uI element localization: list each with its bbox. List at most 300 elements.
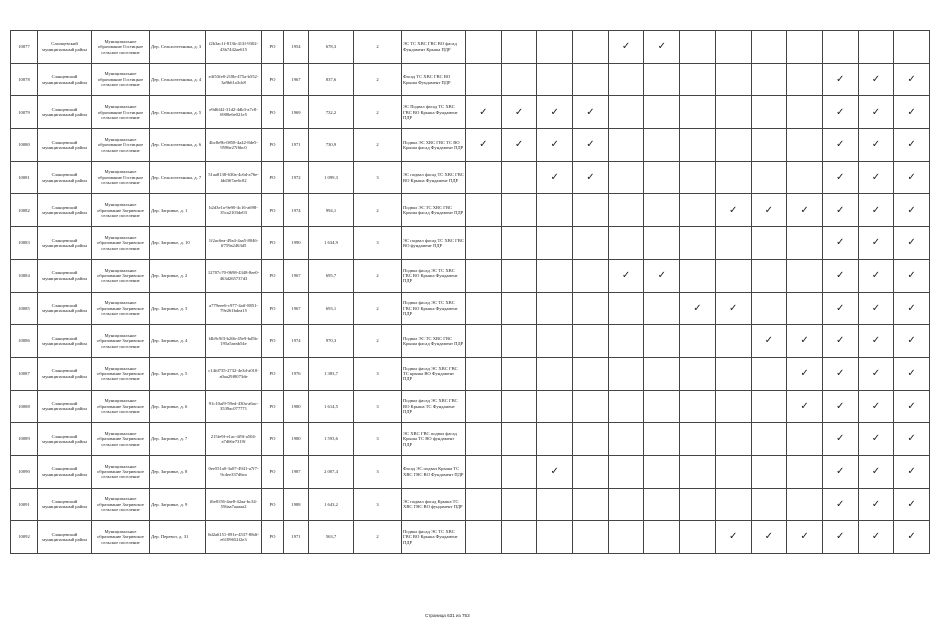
check-cell [644, 161, 680, 194]
guid-cell: 91c10af9-59ed-430a-a6ac-3539ac077771 [206, 390, 262, 423]
check-cell [787, 259, 823, 292]
type-cell: РО [262, 292, 284, 325]
check-cell [715, 488, 751, 521]
row-id-cell: 10077 [11, 31, 38, 64]
check-cell: ✓ [822, 259, 858, 292]
address-cell: Дер. Сельхозтехника, д. 3 [150, 31, 206, 64]
table-row [11, 194, 930, 227]
check-cell [537, 357, 573, 390]
year-cell: 1974 [284, 194, 309, 227]
guid-cell: 1f2ac6ea-49a4-4aa5-8046-ff759a2463d5 [206, 227, 262, 260]
check-cell [751, 129, 787, 162]
check-cell [501, 455, 537, 488]
check-cell: ✓ [858, 292, 894, 325]
district-cell: Сланцевский муниципальный район [38, 194, 92, 227]
area-cell: 1 593,6 [309, 423, 354, 456]
check-cell: ✓ [751, 325, 787, 358]
table-row [11, 292, 930, 325]
floors-cell: 2 [354, 292, 402, 325]
floors-cell: 2 [354, 96, 402, 129]
check-cell: ✓ [822, 194, 858, 227]
municipality-cell: Муниципальное образование Загривское сельское поселение [92, 357, 150, 390]
municipality-cell: Муниципальное образование Загривское сельское поселение [92, 292, 150, 325]
check-cell: ✓ [573, 96, 609, 129]
area-cell: 678,3 [309, 31, 354, 64]
type-cell: РО [262, 390, 284, 423]
check-cell: ✓ [537, 455, 573, 488]
check-cell [501, 488, 537, 521]
check-cell: ✓ [787, 521, 823, 554]
district-cell: Сланцевский муниципальный район [38, 63, 92, 96]
check-cell [751, 357, 787, 390]
municipality-cell: Муниципальное образование Гостицкое сельское поселение [92, 129, 150, 162]
check-cell [787, 96, 823, 129]
municipality-cell: Муниципальное образование Гостицкое сельское поселение [92, 31, 150, 64]
check-cell: ✓ [537, 96, 573, 129]
address-cell: Дер. Загривье, д. 8 [150, 455, 206, 488]
address-cell: Дер. Загривье, д. 6 [150, 390, 206, 423]
check-cell [537, 63, 573, 96]
works-cell: ЭС Подвал фасад ТС ХВС ГВС ВО Крыша Фундамент ПДР [402, 96, 466, 129]
check-cell [751, 488, 787, 521]
type-cell: РО [262, 63, 284, 96]
check-cell [537, 488, 573, 521]
type-cell: РО [262, 423, 284, 456]
check-cell: ✓ [858, 325, 894, 358]
row-id-cell: 10082 [11, 194, 38, 227]
guid-cell: 0ee551a0-3a07-4941-a7f7-9c4ee337d6ea [206, 455, 262, 488]
check-cell [501, 259, 537, 292]
check-cell [751, 63, 787, 96]
year-cell: 1971 [284, 521, 309, 554]
guid-cell: 4bc8e9b-0858-4a42-8de5-9596e27f6bc0 [206, 129, 262, 162]
check-cell: ✓ [894, 63, 930, 96]
check-cell [573, 227, 609, 260]
row-id-cell: 10088 [11, 390, 38, 423]
check-cell [644, 325, 680, 358]
check-cell: ✓ [715, 292, 751, 325]
year-cell: 1967 [284, 292, 309, 325]
check-cell [466, 325, 502, 358]
check-cell: ✓ [608, 259, 644, 292]
check-cell: ✓ [858, 423, 894, 456]
address-cell: Дер. Загривье, д. 7 [150, 423, 206, 456]
district-cell: Сланцевский муниципальный район [38, 292, 92, 325]
guid-cell: 215fe9f-e1ac-4f9f-a504-a7d66e7319f [206, 423, 262, 456]
check-cell [608, 455, 644, 488]
row-id-cell: 10080 [11, 129, 38, 162]
check-cell: ✓ [858, 96, 894, 129]
check-cell [501, 423, 537, 456]
works-cell: ЭС ХВС ГВС подвал фасад Крыша ТС ВО фундамент ПДР [402, 423, 466, 456]
area-cell: 1 099,3 [309, 161, 354, 194]
check-cell [608, 357, 644, 390]
check-cell [501, 390, 537, 423]
year-cell: 1974 [284, 325, 309, 358]
year-cell: 1980 [284, 390, 309, 423]
row-id-cell: 10084 [11, 259, 38, 292]
check-cell [644, 63, 680, 96]
address-cell: Дер. Загривье, д. 9 [150, 488, 206, 521]
year-cell: 1987 [284, 455, 309, 488]
check-cell [680, 259, 716, 292]
municipality-cell: Муниципальное образование Загривское сельское поселение [92, 194, 150, 227]
floors-cell: 3 [354, 455, 402, 488]
guid-cell: e9d6f42-31d2-4db3-a7c8-6908e6e021e5 [206, 96, 262, 129]
check-cell [573, 357, 609, 390]
check-cell [466, 194, 502, 227]
check-cell: ✓ [573, 129, 609, 162]
year-cell: 1980 [284, 423, 309, 456]
check-cell [644, 357, 680, 390]
type-cell: РО [262, 488, 284, 521]
type-cell: РО [262, 227, 284, 260]
area-cell: 2 007,4 [309, 455, 354, 488]
check-cell [715, 96, 751, 129]
check-cell [680, 129, 716, 162]
district-cell: Сланцевский муниципальный район [38, 259, 92, 292]
area-cell: 837,6 [309, 63, 354, 96]
check-cell: ✓ [858, 227, 894, 260]
works-cell: Подвал фасад ЭС ТС ХВС ГВС ВО Крыша Фундамент ПДР [402, 259, 466, 292]
works-cell: Подвал ЭС ТС ХВС ГВС Крыша фасад Фундамент ПДР [402, 194, 466, 227]
check-cell [715, 259, 751, 292]
guid-cell: 12707c70-0698-4348-8ee0-463d265737d3 [206, 259, 262, 292]
table-row [11, 129, 930, 162]
check-cell: ✓ [894, 357, 930, 390]
district-cell: Сланцевский муниципальный район [38, 521, 92, 554]
check-cell [680, 63, 716, 96]
check-cell [573, 455, 609, 488]
address-cell: Дер. Загривье, д. 1 [150, 194, 206, 227]
check-cell: ✓ [894, 129, 930, 162]
check-cell: ✓ [501, 96, 537, 129]
check-cell [680, 423, 716, 456]
check-cell: ✓ [751, 194, 787, 227]
check-cell [644, 521, 680, 554]
works-cell: ЭС подвал фасад ТС ХВС ГВС ВО фундамент ПДР [402, 227, 466, 260]
guid-cell: a779eee6-c977-4aff-8851-79e261bdea15 [206, 292, 262, 325]
check-cell [715, 31, 751, 64]
type-cell: РО [262, 259, 284, 292]
row-id-cell: 10085 [11, 292, 38, 325]
year-cell: 1972 [284, 161, 309, 194]
check-cell: ✓ [858, 455, 894, 488]
check-cell [608, 161, 644, 194]
check-cell [644, 129, 680, 162]
check-cell: ✓ [894, 390, 930, 423]
check-cell [466, 227, 502, 260]
check-cell: ✓ [751, 521, 787, 554]
district-cell: Сланцевский муниципальный район [38, 161, 92, 194]
check-cell [608, 292, 644, 325]
table-row [11, 259, 930, 292]
works-cell: Подвал фасад ЭС ТС ХВС ГВС ВО Крыша Фундамент ПДР [402, 521, 466, 554]
check-cell [608, 423, 644, 456]
check-cell [787, 488, 823, 521]
check-cell [751, 455, 787, 488]
check-cell [680, 521, 716, 554]
municipality-cell: Муниципальное образование Загривское сельское поселение [92, 455, 150, 488]
check-cell [466, 488, 502, 521]
check-cell: ✓ [894, 96, 930, 129]
check-cell [644, 423, 680, 456]
check-cell: ✓ [822, 63, 858, 96]
type-cell: РО [262, 129, 284, 162]
municipality-cell: Муниципальное образование Загривское сельское поселение [92, 325, 150, 358]
check-cell [715, 63, 751, 96]
works-cell: Подвал ЭС ХВС ГВС ТС ВО Крыша фасад Фундамент ПДР [402, 129, 466, 162]
check-cell [466, 521, 502, 554]
district-cell: Сланцевский муниципальный район [38, 325, 92, 358]
check-cell [680, 194, 716, 227]
table-row [11, 455, 930, 488]
guid-cell: f6e8156-4ae8-42aa-bc34-556aa7aaaaa2 [206, 488, 262, 521]
check-cell [608, 63, 644, 96]
check-cell: ✓ [858, 521, 894, 554]
check-cell [751, 390, 787, 423]
year-cell: 1990 [284, 227, 309, 260]
check-cell [680, 96, 716, 129]
works-cell: ЭС подвал фасад Крыша ТС ХВС ГВС ВО фундамент ПДР [402, 488, 466, 521]
floors-cell: 3 [354, 227, 402, 260]
check-cell: ✓ [894, 194, 930, 227]
check-cell [466, 292, 502, 325]
district-cell: Сланцевский муниципальный район [38, 390, 92, 423]
check-cell [715, 455, 751, 488]
check-cell [644, 227, 680, 260]
check-cell [573, 292, 609, 325]
check-cell [751, 31, 787, 64]
table-body [11, 31, 930, 554]
municipality-cell: Муниципальное образование Гостицкое сельское поселение [92, 161, 150, 194]
works-cell: ЭС подвал фасад ТС ХВС ГВС ВО Крыша Фундамент ПДР [402, 161, 466, 194]
check-cell [858, 31, 894, 64]
check-cell [573, 194, 609, 227]
municipality-cell: Муниципальное образование Гостицкое сельское поселение [92, 63, 150, 96]
district-cell: Сланцевский муниципальный район [38, 357, 92, 390]
row-id-cell: 10079 [11, 96, 38, 129]
check-cell [680, 161, 716, 194]
check-cell [501, 521, 537, 554]
municipality-cell: Муниципальное образование Загривское сельское поселение [92, 227, 150, 260]
check-cell: ✓ [466, 96, 502, 129]
check-cell [573, 488, 609, 521]
check-cell: ✓ [680, 292, 716, 325]
check-cell [787, 292, 823, 325]
district-cell: Сланцевский муниципальный район [38, 455, 92, 488]
area-cell: 970,3 [309, 325, 354, 358]
table-row [11, 488, 930, 521]
check-cell: ✓ [894, 325, 930, 358]
check-cell: ✓ [858, 259, 894, 292]
check-cell: ✓ [894, 521, 930, 554]
guid-cell: c14fd735-2732-4e3d-a010-a0aa29f8073de [206, 357, 262, 390]
page-number: Страница 631 из 753 [425, 613, 470, 618]
floors-cell: 2 [354, 31, 402, 64]
check-cell [537, 227, 573, 260]
check-cell [573, 259, 609, 292]
check-cell: ✓ [894, 488, 930, 521]
check-cell: ✓ [715, 194, 751, 227]
check-cell: ✓ [894, 259, 930, 292]
check-cell: ✓ [858, 357, 894, 390]
check-cell [608, 96, 644, 129]
row-id-cell: 10081 [11, 161, 38, 194]
check-cell [894, 31, 930, 64]
check-cell: ✓ [644, 31, 680, 64]
area-cell: 1 634,9 [309, 227, 354, 260]
check-cell: ✓ [858, 129, 894, 162]
address-cell: Дер. Сельхозтехника, д. 4 [150, 63, 206, 96]
address-cell: Дер. Сельхозтехника, д. 6 [150, 129, 206, 162]
row-id-cell: 10078 [11, 63, 38, 96]
check-cell [715, 227, 751, 260]
check-cell: ✓ [822, 129, 858, 162]
type-cell: РО [262, 161, 284, 194]
works-cell: Подвал фасад ЭС ТС ХВС ГВС ВО Крыша Фундамент ПДР [402, 292, 466, 325]
check-cell [537, 390, 573, 423]
type-cell: РО [262, 96, 284, 129]
check-cell: ✓ [858, 488, 894, 521]
works-cell: Фасад ТС ХВС ГВС ВО Крыша Фундамент ПДР [402, 63, 466, 96]
check-cell [573, 325, 609, 358]
area-cell: 994,1 [309, 194, 354, 227]
area-cell: 693,1 [309, 292, 354, 325]
check-cell [715, 357, 751, 390]
check-cell [751, 227, 787, 260]
check-cell [466, 455, 502, 488]
check-cell: ✓ [894, 423, 930, 456]
check-cell: ✓ [894, 227, 930, 260]
check-cell [751, 259, 787, 292]
year-cell: 1988 [284, 488, 309, 521]
year-cell: 1954 [284, 31, 309, 64]
floors-cell: 2 [354, 129, 402, 162]
check-cell [644, 390, 680, 423]
row-id-cell: 10083 [11, 227, 38, 260]
type-cell: РО [262, 325, 284, 358]
table-row [11, 96, 930, 129]
check-cell: ✓ [787, 194, 823, 227]
works-cell: ЭС ТС ХВС ГВС ВО фасад Фундамент Крыша ПДР [402, 31, 466, 64]
check-cell [466, 161, 502, 194]
check-cell [680, 31, 716, 64]
check-cell [608, 194, 644, 227]
row-id-cell: 10091 [11, 488, 38, 521]
table-row [11, 423, 930, 456]
type-cell: РО [262, 194, 284, 227]
check-cell: ✓ [715, 521, 751, 554]
check-cell [537, 292, 573, 325]
check-cell [466, 31, 502, 64]
check-cell: ✓ [787, 357, 823, 390]
check-cell [608, 521, 644, 554]
area-cell: 695,7 [309, 259, 354, 292]
table-row [11, 357, 930, 390]
check-cell [501, 194, 537, 227]
floors-cell: 3 [354, 488, 402, 521]
check-cell [715, 325, 751, 358]
check-cell [501, 292, 537, 325]
check-cell [537, 194, 573, 227]
floors-cell: 3 [354, 161, 402, 194]
check-cell [573, 521, 609, 554]
row-id-cell: 10087 [11, 357, 38, 390]
address-cell: Дер. Загривье, д. 2 [150, 259, 206, 292]
check-cell [608, 488, 644, 521]
district-cell: Сланцевский муниципальный район [38, 227, 92, 260]
municipality-cell: Муниципальное образование Гостицкое сельское поселение [92, 96, 150, 129]
check-cell [501, 325, 537, 358]
check-cell: ✓ [858, 161, 894, 194]
check-cell [537, 31, 573, 64]
type-cell: РО [262, 455, 284, 488]
district-cell: Слаощевский муниципальный район [38, 31, 92, 64]
check-cell [787, 63, 823, 96]
check-cell [680, 455, 716, 488]
buildings-table [10, 30, 930, 554]
check-cell [787, 161, 823, 194]
check-cell [680, 325, 716, 358]
check-cell [715, 423, 751, 456]
municipality-cell: Муниципальное образование Загривское сельское поселение [92, 390, 150, 423]
year-cell: 1971 [284, 129, 309, 162]
check-cell [501, 161, 537, 194]
check-cell [787, 423, 823, 456]
address-cell: Дер. Сельхозтехника, д. 5 [150, 96, 206, 129]
district-cell: Сланцевский муниципальный район [38, 488, 92, 521]
table-row [11, 390, 930, 423]
municipality-cell: Муниципальное образование Загривское сельское поселение [92, 521, 150, 554]
check-cell [680, 227, 716, 260]
check-cell [608, 129, 644, 162]
check-cell: ✓ [466, 129, 502, 162]
check-cell [680, 357, 716, 390]
check-cell: ✓ [822, 521, 858, 554]
check-cell [573, 31, 609, 64]
check-cell [751, 423, 787, 456]
check-cell: ✓ [894, 161, 930, 194]
check-cell [644, 96, 680, 129]
check-cell [680, 390, 716, 423]
check-cell [644, 292, 680, 325]
works-cell: Подвал ЭС ТС ХВС ГВС Крыша фасад Фундамент ПДР [402, 325, 466, 358]
municipality-cell: Муниципальное образование Загривское сельское поселение [92, 423, 150, 456]
row-id-cell: 10089 [11, 423, 38, 456]
check-cell [501, 31, 537, 64]
check-cell: ✓ [822, 423, 858, 456]
check-cell: ✓ [858, 63, 894, 96]
check-cell [608, 390, 644, 423]
year-cell: 1967 [284, 259, 309, 292]
guid-cell: b2d3e1a-9e90-4c16-a698-35ca2103de03 [206, 194, 262, 227]
check-cell: ✓ [644, 259, 680, 292]
check-cell: ✓ [858, 390, 894, 423]
check-cell: ✓ [822, 455, 858, 488]
check-cell [787, 227, 823, 260]
check-cell: ✓ [501, 129, 537, 162]
year-cell: 1976 [284, 357, 309, 390]
address-cell: Дер. Сельхозтехника, д. 7 [150, 161, 206, 194]
district-cell: Сланцевский муниципальный район [38, 129, 92, 162]
district-cell: Сланцевский муниципальный район [38, 96, 92, 129]
check-cell [715, 129, 751, 162]
check-cell: ✓ [822, 325, 858, 358]
check-cell: ✓ [822, 390, 858, 423]
check-cell [466, 63, 502, 96]
guid-cell: 51aa8138-630a-4c6d-a76e-fdd367ae6c02 [206, 161, 262, 194]
